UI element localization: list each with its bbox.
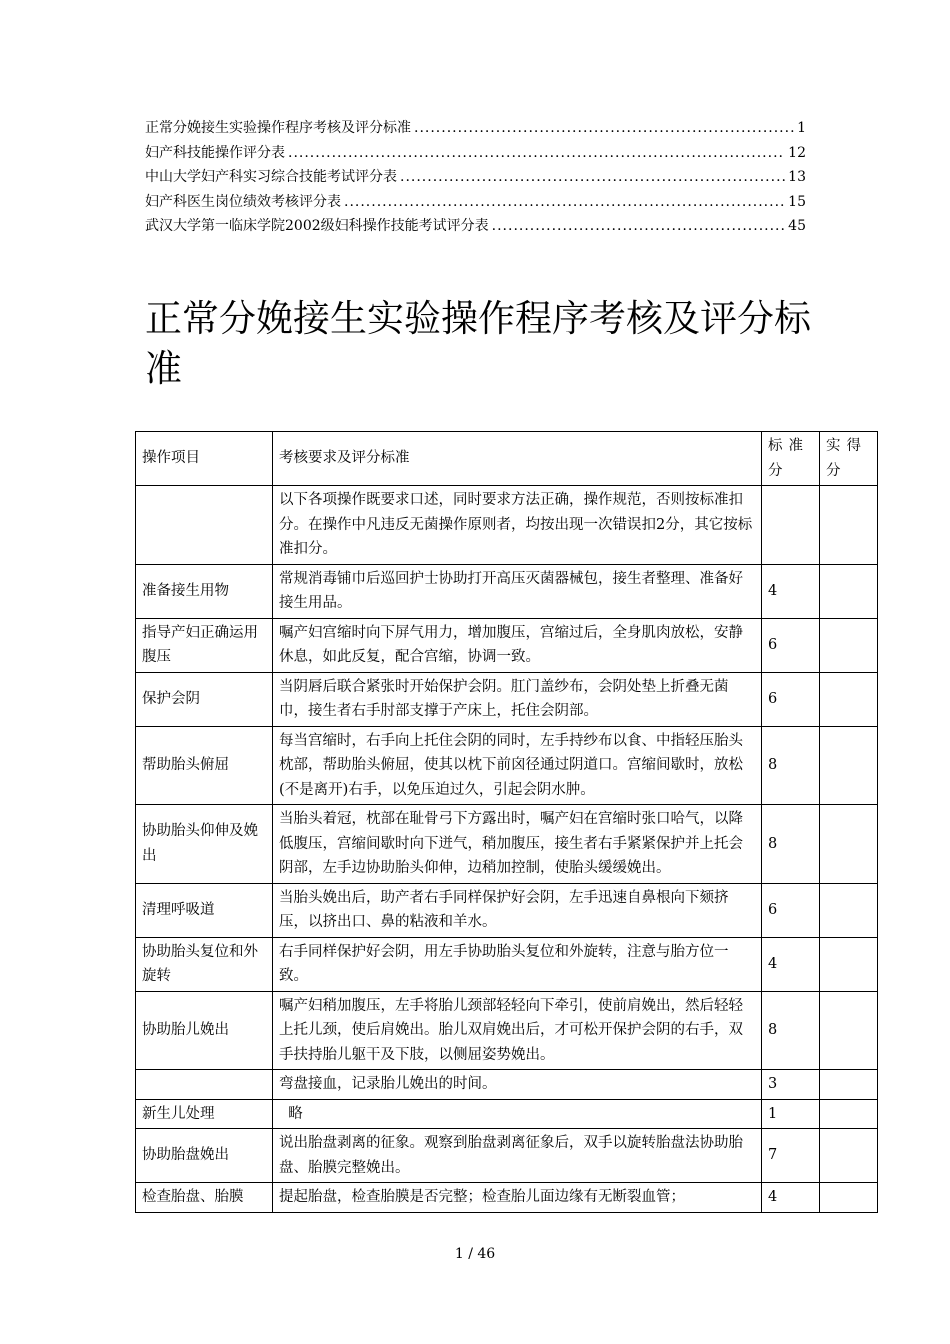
cell-criteria: 当胎头着冠，枕部在耻骨弓下方露出时，嘱产妇在宫缩时张口哈气，以降低腹压，宫缩间歇时向下迸气，稍加腹压，接生者右手紧紧保护并上托会阴部，左手边协助胎头仰伸，边稍加控制，使胎头缓缓娩出。 [273, 805, 762, 884]
cell-score: 6 [762, 618, 820, 672]
page-footer [0, 1246, 950, 1262]
cell-item: 协助胎头仰伸及娩出 [136, 805, 273, 884]
cell-score: 1 [762, 1099, 820, 1129]
toc-leader [344, 194, 785, 210]
cell-actual [820, 1070, 878, 1100]
page-separator: / [468, 1246, 473, 1262]
table-of-contents [145, 117, 806, 240]
cell-item: 协助胎头复位和外旋转 [136, 937, 273, 991]
toc-leader [492, 218, 786, 234]
cell-item: 准备接生用物 [136, 564, 273, 618]
cell-actual [820, 672, 878, 726]
toc-leader [288, 145, 785, 161]
table-row [136, 1099, 878, 1129]
cell-item: 协助胎盘娩出 [136, 1129, 273, 1183]
cell-score: 4 [762, 564, 820, 618]
cell-score: 4 [762, 1183, 820, 1213]
table-row [136, 1070, 878, 1100]
cell-score: 8 [762, 991, 820, 1070]
cell-criteria: 提起胎盘，检查胎膜是否完整；检查胎儿面边缘有无断裂血管； [273, 1183, 762, 1213]
table-row [136, 937, 878, 991]
cell-item [136, 486, 273, 565]
cell-item: 保护会阴 [136, 672, 273, 726]
cell-score: 3 [762, 1070, 820, 1100]
table-row [136, 805, 878, 884]
cell-criteria: 右手同样保护好会阴，用左手协助胎头复位和外旋转，注意与胎方位一致。 [273, 937, 762, 991]
cell-criteria: 略 [273, 1099, 762, 1129]
cell-actual [820, 1099, 878, 1129]
cell-score: 4 [762, 937, 820, 991]
cell-actual [820, 991, 878, 1070]
table-row [136, 1183, 878, 1213]
page-title: 正常分娩接生实验操作程序考核及评分标准 [145, 297, 811, 390]
toc-entry[interactable]: 武汉大学第一临床学院2002级妇科操作技能考试评分表 ..... 45 [145, 215, 806, 240]
cell-criteria: 嘱产妇宫缩时向下屏气用力，增加腹压，宫缩过后，全身肌肉放松，安静休息，如此反复，配合宫缩，协调一致。 [273, 618, 762, 672]
header-standard-score: 标准分 [762, 432, 820, 486]
cell-item: 清理呼吸道 [136, 883, 273, 937]
current-page-number: 1 [454, 1246, 464, 1262]
cell-score: 7 [762, 1129, 820, 1183]
cell-actual [820, 1129, 878, 1183]
cell-actual [820, 486, 878, 565]
toc-leader [400, 169, 785, 185]
cell-actual [820, 1183, 878, 1213]
table-row [136, 486, 878, 565]
cell-item [136, 1070, 273, 1100]
cell-item: 检查胎盘、胎膜 [136, 1183, 273, 1213]
toc-entry[interactable]: 妇产科技能操作评分表 ..... 12 [145, 142, 806, 167]
table-row [136, 991, 878, 1070]
cell-item: 协助胎儿娩出 [136, 991, 273, 1070]
toc-entry[interactable]: 中山大学妇产科实习综合技能考试评分表 ..... 13 [145, 166, 806, 191]
cell-actual [820, 564, 878, 618]
cell-score: 8 [762, 805, 820, 884]
header-actual-score: 实得分 [820, 432, 878, 486]
cell-criteria: 以下各项操作既要求口述，同时要求方法正确，操作规范，否则按标准扣分。在操作中凡违反无菌操作原则者，均按出现一次错误扣2分，其它按标准扣分。 [273, 486, 762, 565]
table-row [136, 618, 878, 672]
total-pages: 46 [477, 1246, 496, 1262]
header-item: 操作项目 [136, 432, 273, 486]
cell-score: 6 [762, 672, 820, 726]
cell-actual [820, 805, 878, 884]
cell-criteria: 弯盘接血，记录胎儿娩出的时间。 [273, 1070, 762, 1100]
cell-criteria: 说出胎盘剥离的征象。观察到胎盘剥离征象后，双手以旋转胎盘法协助胎盘、胎膜完整娩出。 [273, 1129, 762, 1183]
cell-criteria: 当阴唇后联合紧张时开始保护会阴。肛门盖纱布，会阴处垫上折叠无菌巾，接生者右手肘部支撑于产床上，托住会阴部。 [273, 672, 762, 726]
header-criteria: 考核要求及评分标准 [273, 432, 762, 486]
cell-criteria: 每当宫缩时，右手向上托住会阴的同时，左手持纱布以食、中指轻压胎头枕部，帮助胎头俯屈，使其以枕下前囟径通过阴道口。宫缩间歇时，放松(不是离开)右手，以免压迫过久，引起会阴水肿。 [273, 726, 762, 805]
cell-score [762, 486, 820, 565]
cell-actual [820, 726, 878, 805]
table-row [136, 1129, 878, 1183]
table-row [136, 672, 878, 726]
toc-entry[interactable]: 正常分娩接生实验操作程序考核及评分标准 ..... 1 [145, 117, 806, 142]
toc-leader [414, 120, 794, 136]
cell-item: 帮助胎头俯屈 [136, 726, 273, 805]
cell-score: 8 [762, 726, 820, 805]
cell-item: 指导产妇正确运用腹压 [136, 618, 273, 672]
cell-criteria: 常规消毒铺巾后巡回护士协助打开高压灭菌器械包，接生者整理、准备好接生用品。 [273, 564, 762, 618]
cell-actual [820, 618, 878, 672]
cell-criteria: 嘱产妇稍加腹压，左手将胎儿颈部轻轻向下牵引，使前肩娩出，然后轻轻上托儿颈，使后肩娩出。胎儿双肩娩出后，才可松开保护会阴的右手，双手扶持胎儿躯干及下肢，以侧屈姿势娩出。 [273, 991, 762, 1070]
cell-item: 新生儿处理 [136, 1099, 273, 1129]
scoring-table [135, 431, 878, 1213]
table-header-row [136, 432, 878, 486]
table-row [136, 883, 878, 937]
table-row [136, 564, 878, 618]
cell-actual [820, 937, 878, 991]
cell-criteria: 当胎头娩出后，助产者右手同样保护好会阴，左手迅速自鼻根向下颏挤压，以挤出口、鼻的粘液和羊水。 [273, 883, 762, 937]
cell-score: 6 [762, 883, 820, 937]
cell-actual [820, 883, 878, 937]
table-row [136, 726, 878, 805]
toc-entry[interactable]: 妇产科医生岗位绩效考核评分表 ..... 15 [145, 191, 806, 216]
